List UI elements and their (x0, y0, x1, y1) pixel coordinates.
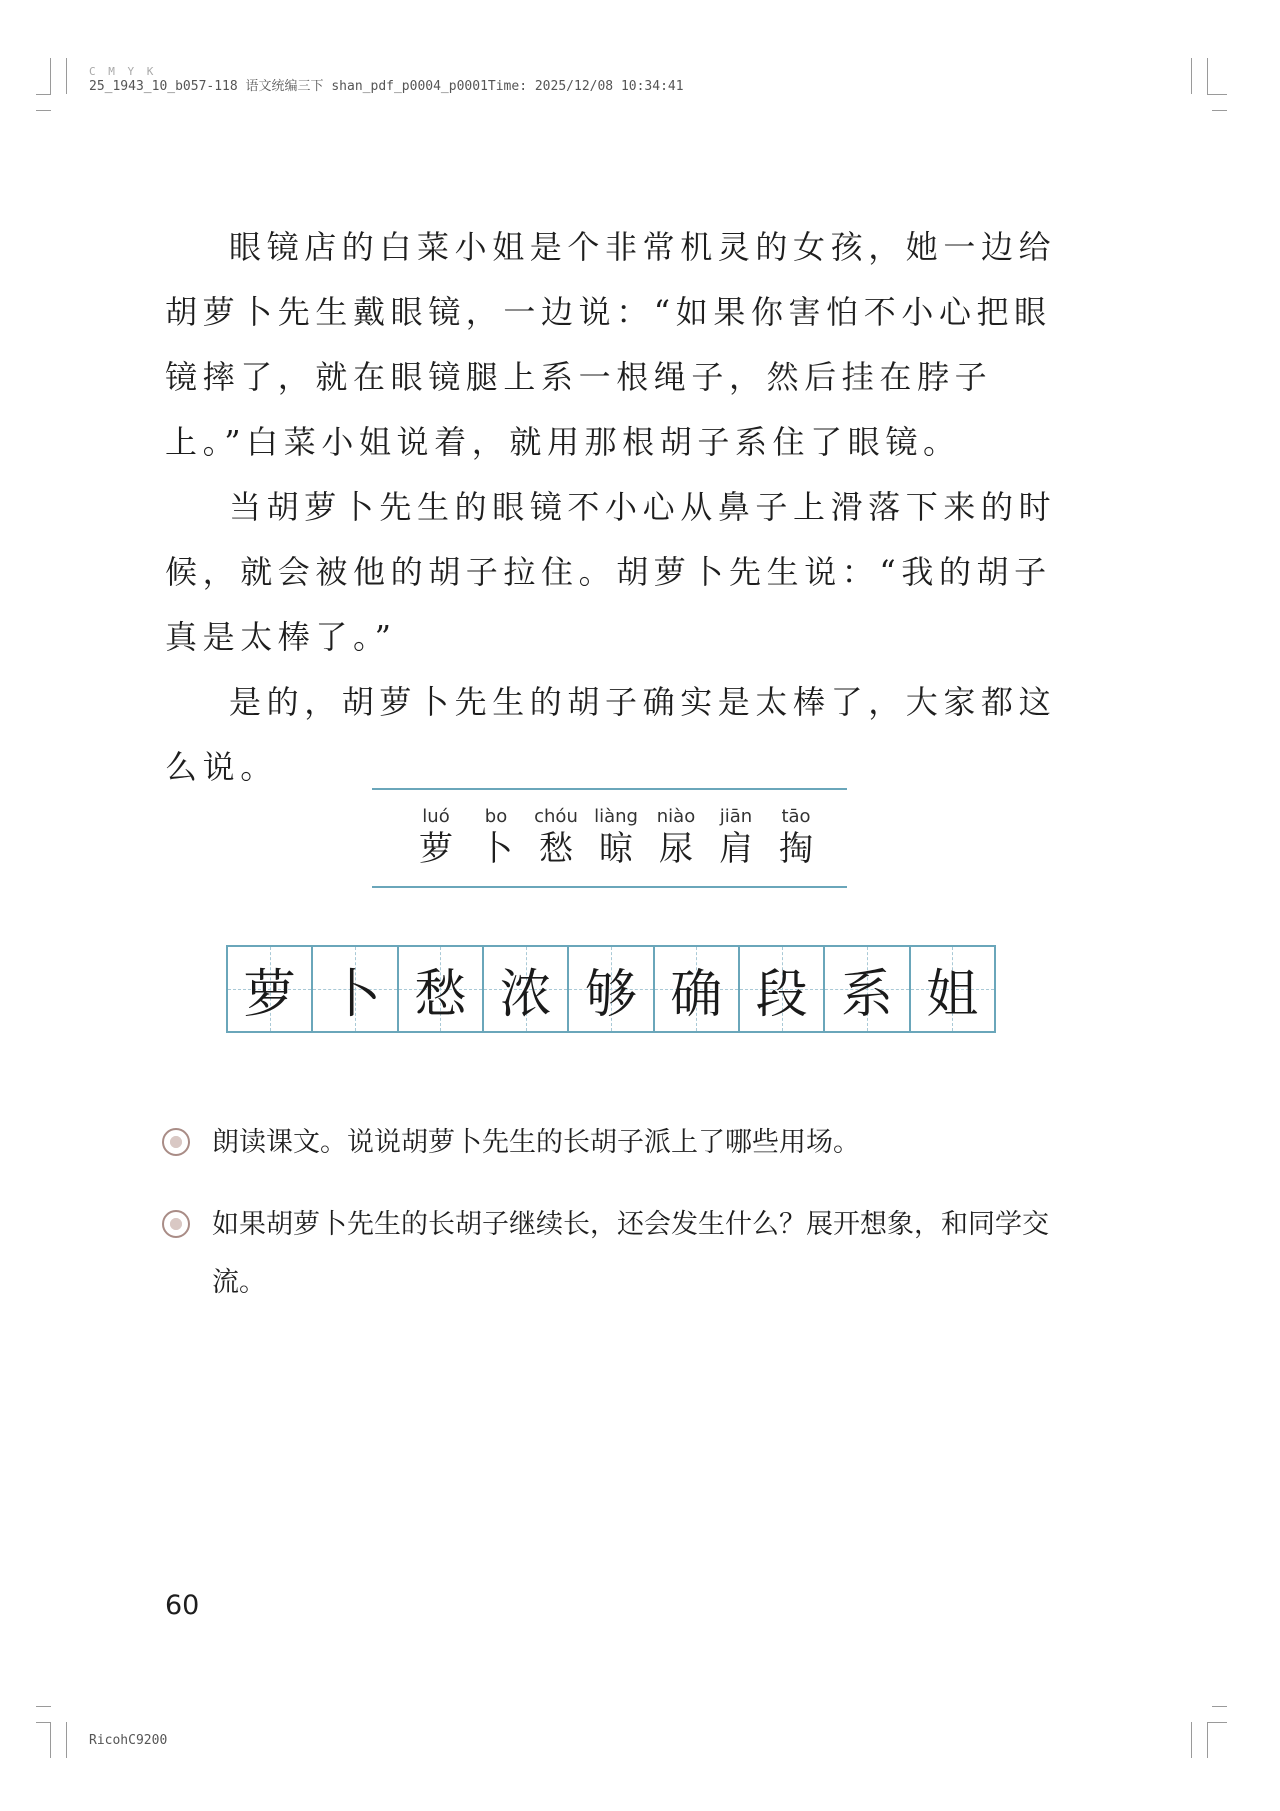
grid-char: 萝 (243, 964, 296, 1025)
grid-cell (823, 947, 908, 1031)
grid-cell (909, 947, 994, 1031)
vocab-pinyin: bo (484, 806, 508, 827)
vocab-item (586, 806, 646, 870)
grid-char: 段 (755, 964, 808, 1025)
vocab-pinyin: chóu (534, 806, 578, 827)
grid-cell (653, 947, 738, 1031)
grid-cell (228, 947, 311, 1031)
grid-char: 系 (840, 964, 893, 1025)
vocab-pinyin: luó (422, 806, 450, 827)
vocab-pinyin: liàng (594, 806, 638, 827)
grid-char: 姐 (926, 964, 979, 1025)
vocab-char: 尿 (659, 829, 693, 869)
grid-cell (482, 947, 567, 1031)
vocab-item (526, 806, 586, 870)
exercise-bullet-icon (162, 1128, 190, 1156)
story-paragraph: 是的，胡萝卜先生的胡子确实是太棒了，大家都这么说。 (165, 683, 1057, 786)
page-number: 60 (165, 1590, 200, 1621)
grid-cell (567, 947, 652, 1031)
exercise-text: 如果胡萝卜先生的长胡子继续长，还会发生什么？展开想象，和同学交流。 (212, 1209, 1049, 1298)
cmyk-label: C M Y K (89, 65, 157, 78)
story-text (165, 215, 1065, 800)
print-header (89, 64, 684, 94)
vocab-top-rule (372, 788, 847, 790)
grid-cell (738, 947, 823, 1031)
vocab-char: 愁 (539, 829, 573, 869)
story-paragraph: 眼镜店的白菜小姐是个非常机灵的女孩，她一边给胡萝卜先生戴眼镜，一边说：“如果你害怕不小心把眼镜摔了，就在眼镜腿上系一根绳子，然后挂在脖子上。”白菜小姐说着，就用那根胡子系住了眼镜。 (165, 228, 1057, 461)
vocab-item (766, 806, 826, 870)
exercise-item (162, 1196, 1072, 1312)
vocab-char: 萝 (419, 829, 453, 869)
grid-char: 浓 (499, 964, 552, 1025)
writing-grid (226, 945, 996, 1033)
vocab-item (406, 806, 466, 870)
grid-char: 确 (670, 964, 723, 1025)
grid-cell (311, 947, 396, 1031)
exercise-item (162, 1114, 1072, 1172)
grid-char: 愁 (414, 964, 467, 1025)
exercise-text: 朗读课文。说说胡萝卜先生的长胡子派上了哪些用场。 (212, 1127, 860, 1158)
vocab-char: 卜 (479, 829, 513, 869)
vocab-item (466, 806, 526, 870)
grid-cell (397, 947, 482, 1031)
grid-char: 够 (584, 964, 637, 1025)
vocab-char: 肩 (719, 829, 753, 869)
exercise-bullet-icon (162, 1210, 190, 1238)
vocab-item (646, 806, 706, 870)
vocab-item (706, 806, 766, 870)
grid-char: 卜 (328, 964, 381, 1025)
vocab-char: 晾 (599, 829, 633, 869)
vocab-char: 掏 (779, 829, 813, 869)
vocab-pinyin: niào (656, 806, 696, 827)
vocab-pinyin: jiān (719, 806, 753, 827)
vocab-pinyin: tāo (781, 806, 811, 827)
printer-mark: RicohC9200 (89, 1733, 168, 1748)
vocab-box (372, 788, 847, 888)
story-paragraph: 当胡萝卜先生的眼镜不小心从鼻子上滑落下来的时候，就会被他的胡子拉住。胡萝卜先生说：“我的胡子真是太棒了。” (165, 488, 1057, 656)
vocab-bottom-rule (372, 886, 847, 888)
print-job-line: 25_1943_10_b057-118 语文统编三下 shan_pdf_p0004_p0001Time: 2025/12/08 10:34:41 (89, 79, 684, 94)
